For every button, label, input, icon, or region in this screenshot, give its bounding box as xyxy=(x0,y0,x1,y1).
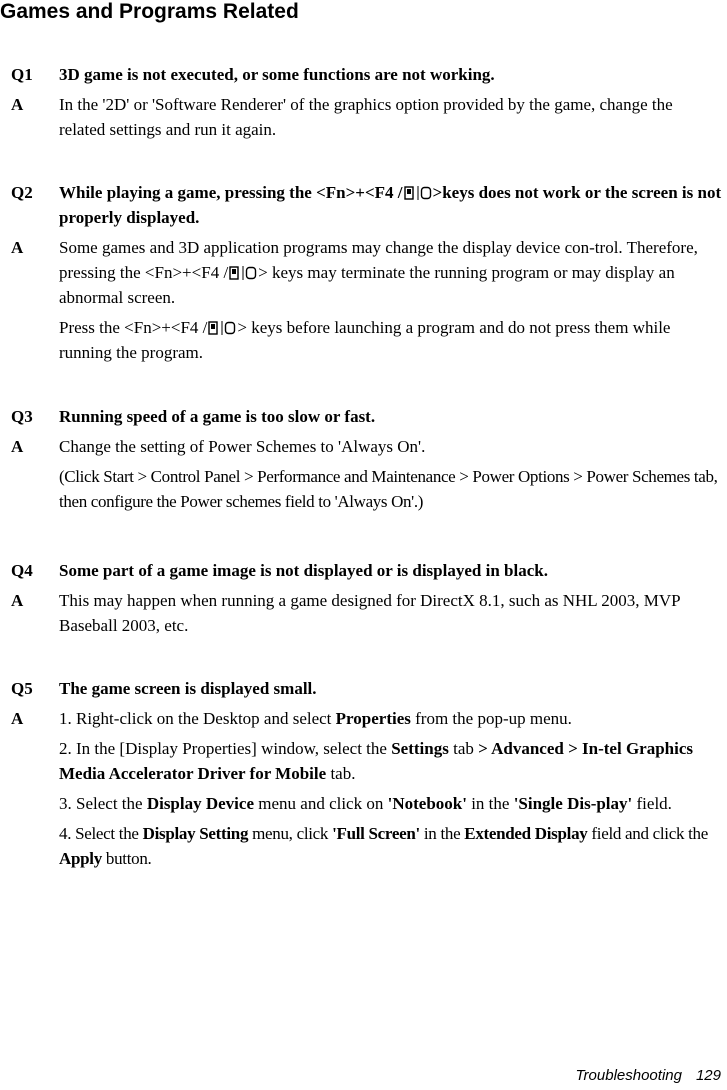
question-label: Q2 xyxy=(11,183,33,202)
step-bold-text: 'Full Screen' xyxy=(332,824,420,843)
page-number: 129 xyxy=(695,1067,721,1084)
step-text: menu, click xyxy=(248,824,333,843)
step-text: tab xyxy=(448,739,479,758)
answer2-text-start: Press the <Fn>+<F4 / xyxy=(59,318,208,337)
faq-item-q5 xyxy=(0,676,727,871)
step-text: 3. Select the xyxy=(59,794,147,813)
step-text: from the pop-up menu. xyxy=(410,709,572,728)
answer-text-end: > keys may terminate the running program or may display an abnormal screen. xyxy=(59,263,675,307)
answer-row xyxy=(0,235,727,310)
step-bold-text: Extended Display xyxy=(464,824,588,843)
question-row xyxy=(0,676,727,701)
answer-text: In the '2D' or 'Software Renderer' of the graphics option provided by the game, change the related settings and run it again. xyxy=(59,95,673,139)
step-2 xyxy=(59,736,723,786)
question-row xyxy=(0,180,727,230)
answer-text xyxy=(59,235,723,310)
answer-label: A xyxy=(11,709,24,728)
answer-row xyxy=(0,434,727,459)
answer-text-start: Some games and 3D application programs may change the display device con-trol. Therefore, pressing the <Fn>+<F4 / xyxy=(59,238,698,282)
step-text: 1. Right-click on the Desktop and select xyxy=(59,709,336,728)
faq-item-q3 xyxy=(0,404,727,514)
step-text: field. xyxy=(632,794,672,813)
step-3 xyxy=(59,791,723,816)
faq-item-q4 xyxy=(0,558,727,638)
answer-text: Change the setting of Power Schemes to 'Always On'. xyxy=(59,437,426,456)
question-label: Q1 xyxy=(11,65,33,84)
step-text: tab. xyxy=(326,764,356,783)
question-row xyxy=(0,558,727,583)
step-4 xyxy=(59,821,723,871)
answer-label: A xyxy=(11,591,24,610)
question-text: Running speed of a game is too slow or fast. xyxy=(59,407,376,426)
answer-text: This may happen when running a game designed for DirectX 8.1, such as NHL 2003, MVP Baseball 2003, etc. xyxy=(59,591,680,635)
step-text: button. xyxy=(101,849,152,868)
display-switch-icon xyxy=(207,317,237,331)
step-text: field and click the xyxy=(587,824,708,843)
answer-row xyxy=(0,588,727,638)
step-bold-text: Display Device xyxy=(146,794,254,813)
step-text: 4. Select the xyxy=(59,824,143,843)
display-switch-icon xyxy=(403,182,433,196)
question-text xyxy=(59,180,723,230)
footer-section: Troubleshooting xyxy=(575,1067,682,1084)
answer-label: A xyxy=(11,437,24,456)
question-label: Q5 xyxy=(11,679,33,698)
question-text-end: >keys does not work or the screen is not properly displayed. xyxy=(59,183,722,227)
step-bold-text: Display Setting xyxy=(142,824,249,843)
question-label: Q4 xyxy=(11,561,33,580)
step-bold-text: Settings xyxy=(391,739,449,758)
answer-text-2: (Click Start > Control Panel > Performance and Maintenance > Power Options > Power Schemes tab, then configure the Power schemes field to 'Always On'.) xyxy=(59,467,718,511)
step-bold-text: 'Single Dis-play' xyxy=(513,794,633,813)
step-text: menu and click on xyxy=(254,794,388,813)
question-text: Some part of a game image is not displayed or is displayed in black. xyxy=(59,561,548,580)
answer-continuation xyxy=(0,315,727,365)
page-footer xyxy=(576,1067,722,1085)
answer-continuation xyxy=(0,821,727,871)
answer-label: A xyxy=(11,95,24,114)
answer2-text-end: > keys before launching a program and do not press them while running the program. xyxy=(59,318,671,362)
step-text: in the xyxy=(419,824,465,843)
question-row xyxy=(0,404,727,429)
question-text: 3D game is not executed, or some functions are not working. xyxy=(59,65,495,84)
step-bold-text: > Advanced > In-tel Graphics Media Accelerator Driver for Mobile xyxy=(59,739,694,783)
display-switch-icon xyxy=(228,262,258,276)
faq-item-q1 xyxy=(0,62,727,142)
question-row xyxy=(0,62,727,87)
question-text: The game screen is displayed small. xyxy=(59,679,317,698)
answer-text-2 xyxy=(59,315,723,365)
page-title: Games and Programs Related xyxy=(0,0,299,23)
step-text: in the xyxy=(466,794,514,813)
answer-continuation xyxy=(0,791,727,816)
answer-continuation xyxy=(0,736,727,786)
step-bold-text: 'Notebook' xyxy=(387,794,467,813)
answer-row xyxy=(0,706,727,731)
step-bold-text: Properties xyxy=(335,709,411,728)
question-label: Q3 xyxy=(11,407,33,426)
answer-label: A xyxy=(11,238,24,257)
step-1 xyxy=(59,706,723,731)
faq-item-q2 xyxy=(0,180,727,365)
step-text: 2. In the [Display Properties] window, select the xyxy=(59,739,392,758)
answer-row xyxy=(0,92,727,142)
step-bold-text: Apply xyxy=(59,849,102,868)
answer-continuation xyxy=(0,464,727,514)
question-text-start: While playing a game, pressing the <Fn>+<F4 / xyxy=(59,183,403,202)
